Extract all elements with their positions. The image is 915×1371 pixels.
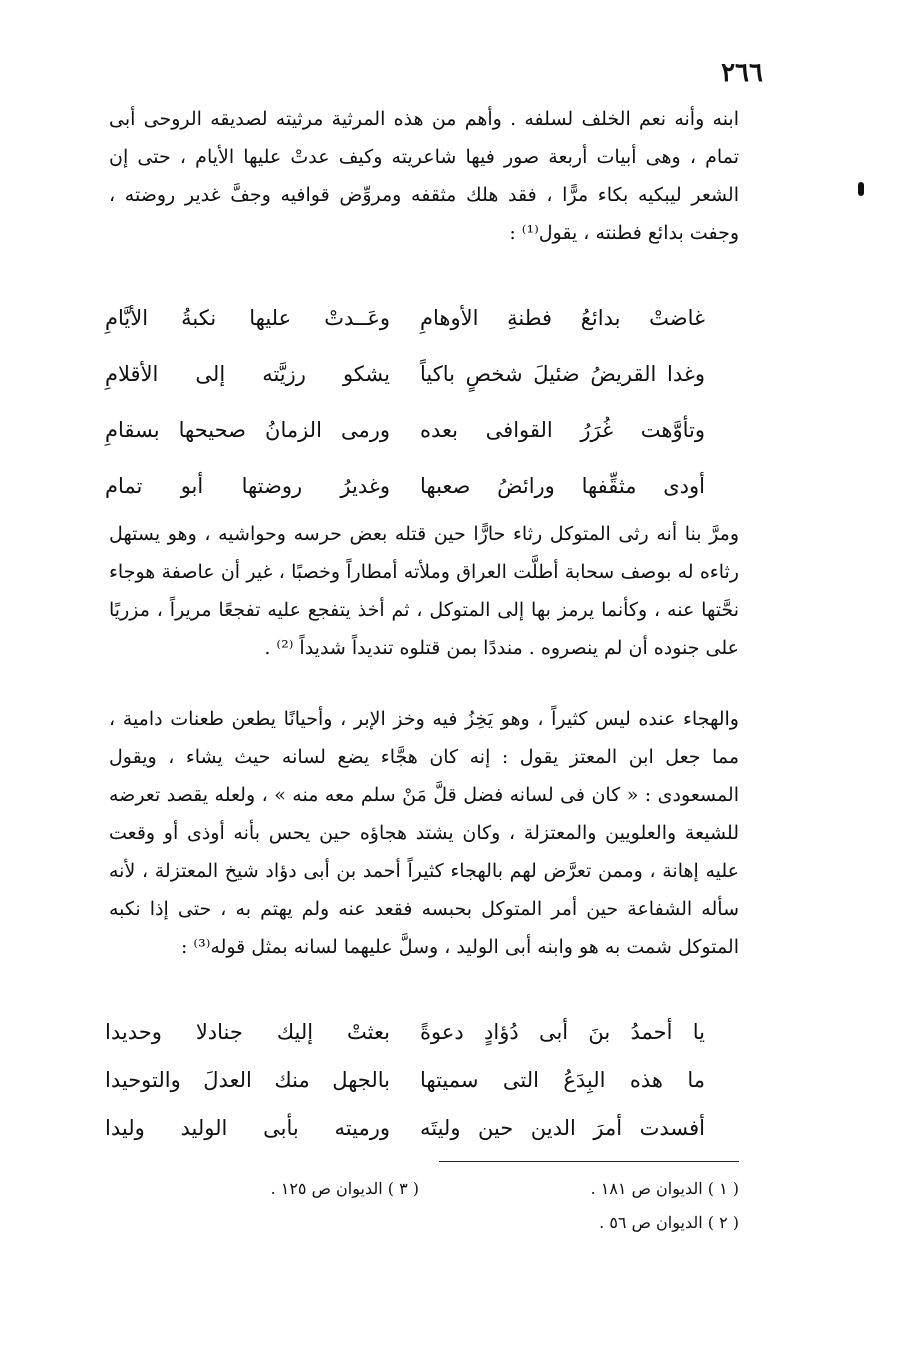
verse <box>105 290 705 346</box>
second-hemistich: ورمى الزمانُ صحيحها بسقامِ <box>105 418 390 442</box>
paragraph: ابنه وأنه نعم الخلف لسلفه . وأهم من هذه المرثية مرثيته لصديقه الروحى أبى تمام ، وهى أبيات أربعة صور فيها شاعريته وكيف عدتْ عليها الأيام ، حتى إن الشعر ليبكيه بكاء مرًّا ، فقد هلك مثقفه ومروِّض قوافيه وجفَّ غدير روضته ، وجفت بدائع فطنته ، يقول⁽¹⁾ : <box>109 108 739 244</box>
verse <box>105 1008 705 1056</box>
verse <box>105 458 705 514</box>
footnote-1: ( ١ ) الديوان ص ١٨١ . <box>590 1179 739 1198</box>
footnote-divider <box>439 1161 739 1162</box>
second-hemistich: ورميته بأبى الوليد وليدا <box>105 1116 390 1140</box>
first-hemistich: أفسدت أمرَ الدين حين وليتَه <box>420 1116 705 1140</box>
second-hemistich: وعَــدتْ عليها نكبةُ الأيَّامِ <box>105 306 390 330</box>
first-hemistich: يا أحمدُ بنَ أبى دُؤادٍ دعوةً <box>420 1020 705 1044</box>
footnote-2: ( ٢ ) الديوان ص ٥٦ . <box>599 1213 739 1232</box>
footnotes <box>99 1172 739 1240</box>
first-hemistich: غاضتْ بدائعُ فطنةِ الأوهامِ <box>420 306 705 330</box>
margin-mark <box>858 182 864 196</box>
verse <box>105 346 705 402</box>
poem <box>105 290 705 514</box>
first-hemistich: وتأوَّهت غُرَرُ القوافى بعده <box>420 418 705 442</box>
footnote-row <box>99 1206 739 1240</box>
paragraph: ومرَّ بنا أنه رثى المتوكل رثاء حارًّا حين قتله بعض حرسه وحواشيه ، وهو يستهل رثاءه له بوصف سحابة أطلَّت العراق وملأته أمطاراً وخصبًا ، غير أن عاصفة هوجاء نحَّتها عنه ، وكأنما يرمز بها إلى المتوكل ، ثم أخذ يتفجع عليه تفجعًا مريراً ، مزريًا على جنوده أن لم ينصروه . منددًا بمن قتلوه تنديداً شديداً ⁽²⁾ . <box>109 523 739 659</box>
second-hemistich: يشكو رزيَّته إلى الأقلامِ <box>105 362 390 386</box>
second-hemistich: وغديرُ روضتها أبو تمام <box>105 474 390 498</box>
verse <box>105 1104 705 1152</box>
footnote-3: ( ٣ ) الديوان ص ١٢٥ . <box>270 1179 419 1198</box>
paragraph: والهجاء عنده ليس كثيراً ، وهو يَخِزُ فيه وخز الإبر ، وأحيانًا يطعن طعنات دامية ، مما جعل ابن المعتز يقول : إنه كان هجَّاء يضع لسانه حيث يشاء ، ويقول المسعودى : « كان فى لسانه فضل قلَّ مَنْ سلم معه منه » ، ولعله يقصد تعرضه للشيعة والعلويين والمعتزلة ، وكان يشتد هجاؤه حين يحس بأنه أوذى أو وقعت عليه إهانة ، وممن تعرَّض لهم بالهجاء كثيراً أحمد بن أبى دؤاد شيخ المعتزلة ، لأنه سأله الشفاعة حين أمر المتوكل بحبسه فقعد عنه ولم يهتم به ، حتى إذا نكبه المتوكل شمت به هو وابنه أبى الوليد ، وسلَّ عليهما لسانه بمثل قوله⁽³⁾ : <box>109 708 739 958</box>
verse <box>105 1056 705 1104</box>
first-hemistich: وغدا القريضُ ضئيلَ شخصٍ باكياً <box>420 362 705 386</box>
poem <box>105 1008 705 1152</box>
verse <box>105 402 705 458</box>
page-number: ٢٦٦ <box>721 58 763 88</box>
first-hemistich: ما هذه البِدَعُ التى سميتها <box>420 1068 705 1092</box>
first-hemistich: أودى مثقِّفها ورائضُ صعبها <box>420 474 705 498</box>
footnote-row <box>99 1172 739 1206</box>
second-hemistich: بعثتْ إليك جنادلا وحديدا <box>105 1020 390 1044</box>
second-hemistich: بالجهل منك العدلَ والتوحيدا <box>105 1068 390 1092</box>
